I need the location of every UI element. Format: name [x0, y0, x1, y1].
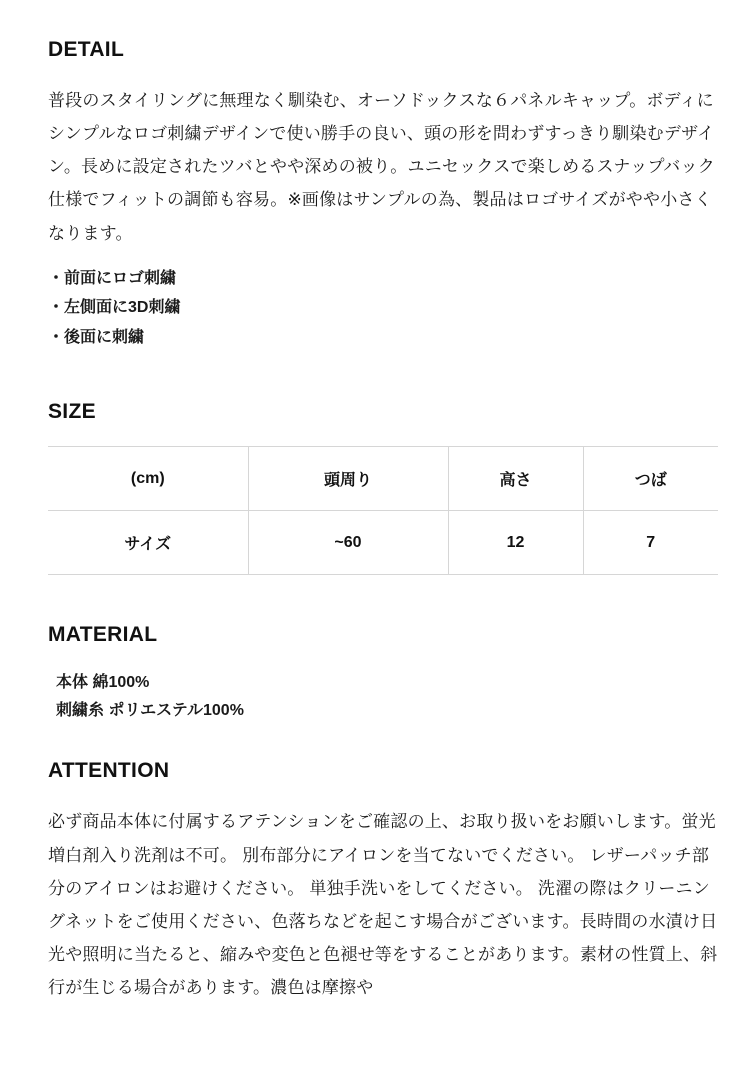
list-item: ・前面にロゴ刺繍: [48, 269, 177, 287]
attention-heading: ATTENTION: [48, 759, 170, 783]
list-item: ・後面に刺繍: [48, 328, 145, 346]
detail-paragraph: 普段のスタイリングに無理なく馴染む、オーソドックスな６パネルキャップ。ボディにシンプルなロゴ刺繍デザインで使い勝手の良い、頭の形を問わずすっきり馴染むデザイン。長めに設定されたツバとやや深めの被り。ユニセックスで楽しめるスナップバック仕様でフィットの調節も容易。※画像はサンプルの為、製品はロゴサイズがやや小さくなります。: [48, 91, 715, 243]
table-header-cell: つば: [583, 447, 718, 511]
detail-heading: DETAIL: [48, 38, 125, 61]
table-cell: 12: [448, 511, 583, 575]
list-item: ・左側面に3D刺繍: [48, 299, 181, 317]
table-cell: ~60: [248, 511, 448, 575]
size-table-wrapper: [48, 446, 718, 575]
table-header-cell: 高さ: [448, 447, 583, 511]
material-list: [48, 669, 718, 725]
size-heading: SIZE: [48, 400, 96, 424]
table-header-cell: 頭周り: [248, 447, 448, 511]
detail-feature-list: [48, 264, 718, 353]
size-table: [48, 446, 718, 575]
table-cell: 7: [583, 511, 718, 575]
table-cell: サイズ: [48, 511, 248, 575]
material-line: 本体 綿100%: [56, 674, 150, 692]
table-row: [48, 511, 718, 575]
table-header-cell: (cm): [48, 447, 248, 511]
material-heading: MATERIAL: [48, 623, 158, 647]
material-line: 刺繍糸 ポリエステル100%: [56, 702, 244, 720]
table-header-row: [48, 447, 718, 511]
attention-paragraph: 必ず商品本体に付属するアテンションをご確認の上、お取り扱いをお願いします。蛍光増白剤入り洗剤は不可。 別布部分にアイロンを当てないでください。 レザーパッチ部分のアイロンはお避けください。 単独手洗いをしてください。 洗濯の際はクリーニングネットをご使用ください、色落ちなどを起こす場合がございます。長時間の水漬け日光や照明に当たると、縮みや変色と色褪せ等をすることがあります。素材の性質上、斜行が生じる場合があります。濃色は摩擦や: [48, 812, 718, 998]
